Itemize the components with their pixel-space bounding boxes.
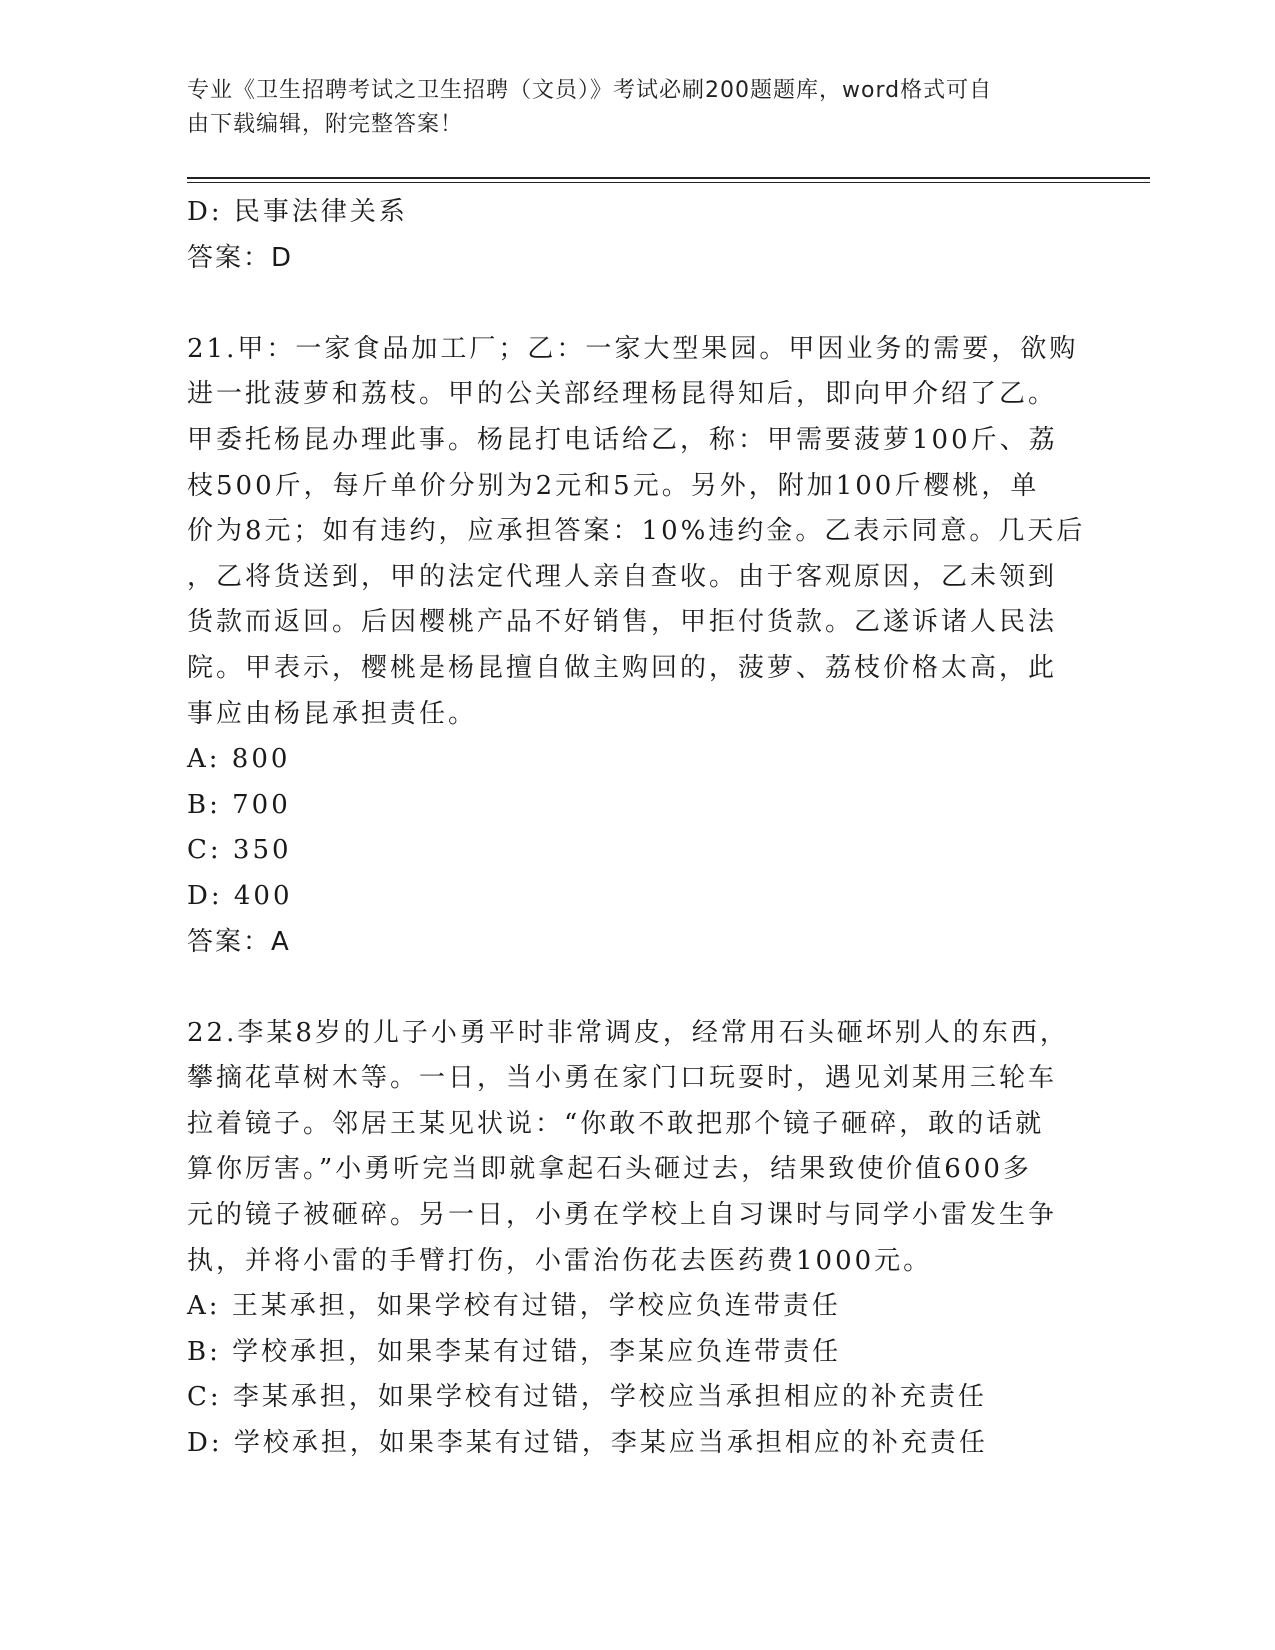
stem-line: 事应由杨昆承担责任。 (187, 698, 478, 729)
stem-line: 算你厉害。”小勇听完当即就拿起石头砸过去，结果致使价值600多 (187, 1154, 1032, 1185)
question-21-option-b: B: 700 (187, 789, 291, 820)
stem-line: 21.甲：一家食品加工厂；乙：一家大型果园。甲因业务的需要，欲购 (187, 333, 1079, 364)
stem-line: 执，并将小雷的手臂打伤，小雷治伤花去医药费1000元。 (187, 1245, 933, 1276)
question-22-option-d: D: 学校承担，如果李某有过错，李某应当承担相应的补充责任 (187, 1428, 988, 1459)
stem-line: 价为8元；如有违约，应承担答案：10%违约金。乙表示同意。几天后 (187, 516, 1086, 547)
stem-line: 元的镜子被砸碎。另一日，小勇在学校上自习课时与同学小雷发生争 (187, 1200, 1058, 1231)
stem-line: 甲委托杨昆办理此事。杨昆打电话给乙，称：甲需要菠萝100斤、荔 (187, 424, 1058, 455)
stem-line: 22.李某8岁的儿子小勇平时非常调皮，经常用石头砸坏别人的东西， (187, 1017, 1069, 1048)
stem-line: 院。甲表示，樱桃是杨昆擅自做主购回的，菠萝、荔枝价格太高，此 (187, 652, 1058, 683)
question-21 (187, 327, 1086, 965)
prev-answer: 答案：D (187, 242, 294, 273)
header-line-2: 由下载编辑，附完整答案！ (187, 112, 464, 137)
stem-line: 攀摘花草树木等。一日，当小勇在家门口玩耍时，遇见刘某用三轮车 (187, 1063, 1058, 1094)
spacer (187, 965, 1077, 1011)
question-22 (187, 1011, 1077, 1467)
prev-option-d: D: 民事法律关系 (187, 197, 408, 227)
question-22-option-a: A: 王某承担，如果学校有过错，学校应负连带责任 (187, 1291, 841, 1322)
question-21-option-a: A: 800 (187, 744, 291, 775)
question-21-answer: 答案：A (187, 926, 291, 957)
stem-line: 进一批菠萝和荔枝。甲的公关部经理杨昆得知后，即向甲介绍了乙。 (187, 379, 1058, 410)
header-divider-thick (187, 177, 1150, 179)
stem-line: 拉着镜子。邻居王某见状说：“你敢不敢把那个镜子砸碎，敢的话就 (187, 1108, 1045, 1139)
document-body (187, 190, 1086, 1467)
question-21-option-c: C: 350 (187, 835, 292, 866)
header-line-1: 专业《卫生招聘考试之卫生招聘（文员）》考试必刷200题题库，word格式可自 (187, 78, 993, 103)
spacer (187, 281, 1077, 327)
question-21-stem (187, 327, 1086, 737)
question-22-option-c: C: 李某承担，如果学校有过错，学校应当承担相应的补充责任 (187, 1382, 987, 1413)
stem-line: 货款而返回。后因樱桃产品不好销售，甲拒付货款。乙遂诉诸人民法 (187, 607, 1058, 638)
question-22-stem (187, 1011, 1077, 1285)
document-header (187, 74, 1067, 142)
question-21-option-d: D: 400 (187, 880, 293, 911)
stem-line: 枝500斤，每斤单价分别为2元和5元。另外，附加100斤樱桃，单 (187, 470, 1040, 501)
header-divider-thin (187, 182, 1150, 183)
question-22-option-b: B: 学校承担，如果李某有过错，李某应负连带责任 (187, 1336, 842, 1367)
stem-line: ，乙将货送到，甲的法定代理人亲自查收。由于客观原因，乙未领到 (187, 561, 1058, 592)
